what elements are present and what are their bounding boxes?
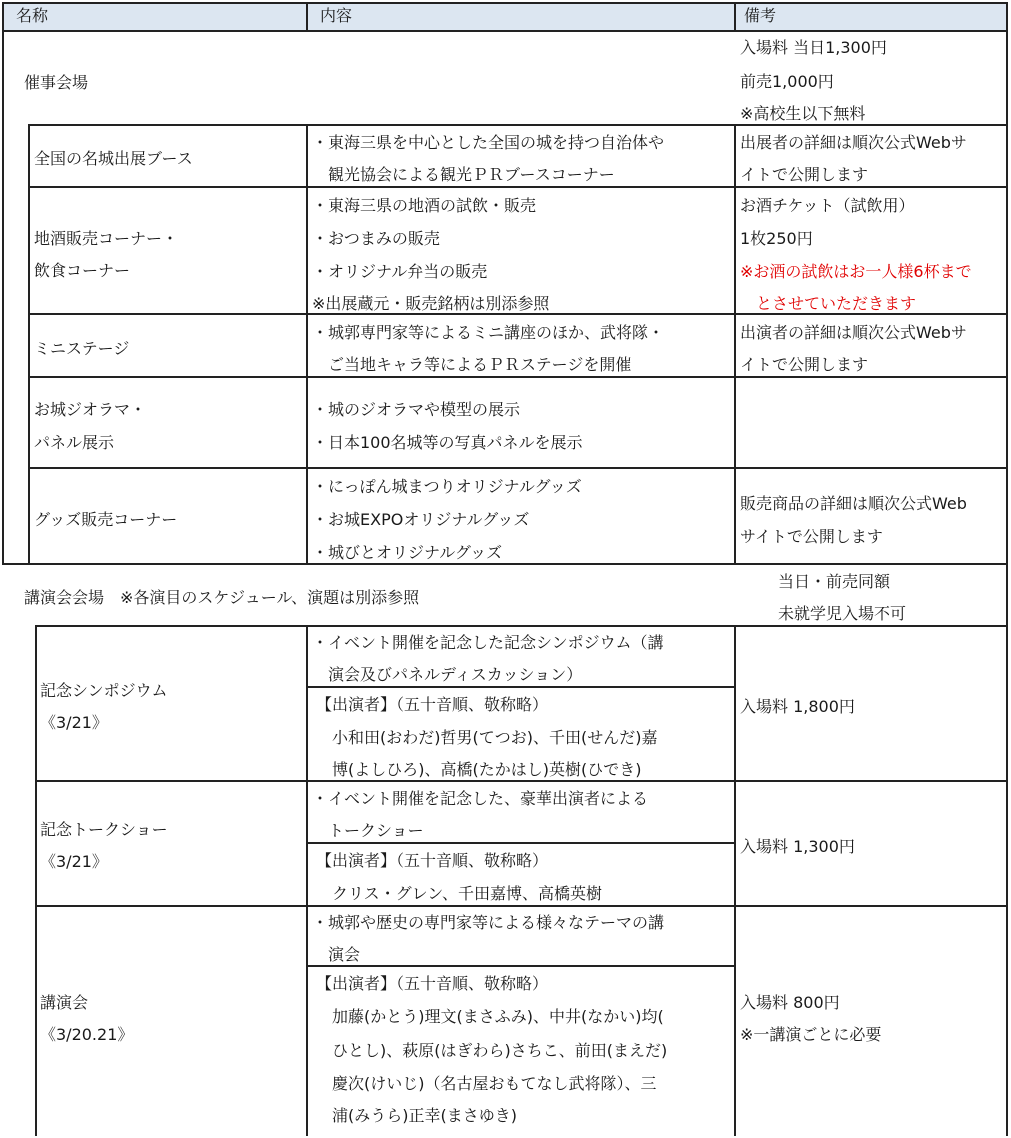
row-name: 地酒販売コーナー・ [34, 229, 179, 248]
row-name: 記念トークショー [40, 820, 168, 839]
header-row [2, 2, 1007, 30]
row-name: 記念シンポジウム [40, 681, 168, 700]
header-remarks: 備考 [744, 6, 777, 25]
row-name: お城ジオラマ・ [34, 400, 147, 419]
header-content: 内容 [320, 6, 353, 25]
row-name: 講演会 [40, 993, 89, 1012]
row-name: グッズ販売コーナー [34, 510, 178, 529]
sake-limit-note: ※お酒の試飲はお一人様6杯まで [740, 262, 972, 281]
header-name: 名称 [16, 6, 49, 25]
event-hall-title: 催事会場 [24, 73, 89, 92]
lecture-hall-title: 講演会会場 ※各演目のスケジュール、演題は別添参照 [24, 588, 420, 607]
row-name: ミニステージ [34, 339, 130, 358]
row-name: 全国の名城出展ブース [34, 149, 193, 168]
